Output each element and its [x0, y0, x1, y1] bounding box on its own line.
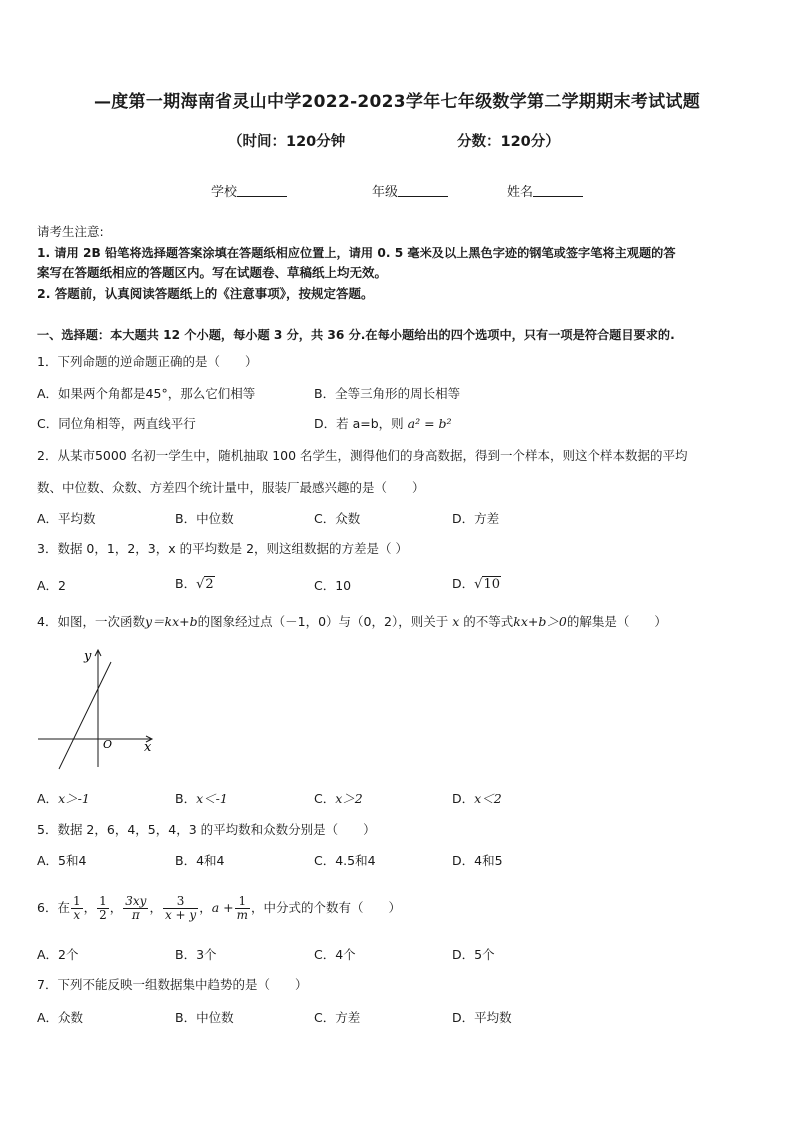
q4-function-graph	[36, 645, 166, 770]
sqrt-symbol: √10	[474, 577, 500, 592]
q5-option-a: A．5和4	[37, 853, 87, 868]
origin-label: O	[103, 738, 113, 751]
q3-option-d: D．√10	[452, 576, 500, 592]
q2-stem-a: 2．从某市5000 名初一学生中，随机抽取 100 名学生，测得他们的身高数据，得到一个样本，则这个样本数据的平均	[37, 448, 688, 463]
q6-option-a: A．2个	[37, 947, 79, 962]
notice-item-1a: 1. 请用 2B 铅笔将选择题答案涂填在答题纸相应位置上，请用 0. 5 毫米及以上黑色字迹的钢笔或签字笔将主观题的答	[37, 246, 676, 260]
q6-option-d: D．5个	[452, 947, 495, 962]
q2-option-a: A．平均数	[37, 511, 96, 526]
grade-field: 年级	[372, 181, 448, 200]
notice-item-2: 2. 答题前，认真阅读答题纸上的《注意事项》，按规定答题。	[37, 286, 374, 301]
function-line	[59, 662, 111, 769]
notice-heading: 请考生注意:	[37, 224, 104, 239]
fraction-3: $\frac{3xy}{\pi}$	[125, 894, 147, 922]
q2-option-b: B．中位数	[175, 511, 234, 526]
fraction-4: $\frac{3}{x + y}$	[164, 894, 197, 922]
exam-score: 分数：120分）	[457, 134, 560, 150]
q7-option-a: A．众数	[37, 1010, 84, 1025]
q4-stem: 4．如图，一次函数y＝kx+b的图象经过点（－1，0）与（0，2），则关于 x 的不等式kx+b＞0的解集是（ ）	[37, 614, 667, 629]
school-blank[interactable]	[237, 184, 287, 197]
q5-option-d: D．4和5	[452, 853, 503, 868]
q6-option-c: C．4个	[314, 947, 356, 962]
x-axis-label: x	[144, 740, 152, 755]
q7-option-d: D．平均数	[452, 1010, 512, 1025]
q6-stem: 6．在 $\frac{1}{x}$ ， $\frac{1}{2}$ ， $\frac{3xy}{\pi}$ ， $\frac{3}{x + y}$ ，a + $\frac{1}{m}$ ，中分式的个数有（ ）	[37, 894, 402, 922]
fraction-5: $\frac{1}{m}$	[236, 894, 249, 922]
q3-option-a: A．2	[37, 578, 67, 593]
q1-option-a: A．如果两个角都是45°，那么它们相等	[37, 386, 256, 401]
q2-option-c: C．众数	[314, 511, 361, 526]
q1-option-d: D．若 a=b，则 a² = b²	[314, 416, 452, 431]
q7-option-c: C．方差	[314, 1010, 361, 1025]
notice-item-1b: 案写在答题纸相应的答题区内。写在试题卷、草稿纸上均无效。	[37, 265, 388, 280]
q2-option-d: D．方差	[452, 511, 500, 526]
q2-stem-b: 数、中位数、众数、方差四个统计量中，服装厂最感兴趣的是（ ）	[37, 480, 425, 495]
fraction-1: $\frac{1}{x}$	[72, 894, 81, 922]
exam-time: （时间：120分钟	[228, 134, 346, 150]
q6-option-b: B．3个	[175, 947, 217, 962]
name-blank[interactable]	[533, 184, 583, 197]
q5-option-c: C．4.5和4	[314, 853, 376, 868]
q5-option-b: B．4和4	[175, 853, 225, 868]
q4-option-a: A．x＞-1	[37, 791, 90, 806]
fraction-2: $\frac{1}{2}$	[99, 894, 107, 922]
q4-option-c: C．x＞2	[314, 791, 363, 806]
q7-stem: 7．下列不能反映一组数据集中趋势的是（ ）	[37, 977, 308, 992]
q3-option-c: C．10	[314, 578, 352, 593]
q3-stem: 3．数据 0，1，2，3，x 的平均数是 2，则这组数据的方差是（ ）	[37, 541, 409, 556]
q5-stem: 5．数据 2，6，4，5，4，3 的平均数和众数分别是（ ）	[37, 822, 376, 837]
q1-stem: 1．下列命题的逆命题正确的是（ ）	[37, 354, 258, 369]
q4-option-d: D．x＜2	[452, 791, 502, 806]
q3-option-b: B．√2	[175, 576, 214, 592]
grade-blank[interactable]	[398, 184, 448, 197]
exam-title: —度第一期海南省灵山中学2022-2023学年七年级数学第二学期期末考试试题	[93, 92, 701, 112]
y-axis-label: y	[84, 649, 92, 664]
sqrt-symbol: √2	[196, 577, 214, 592]
q4-option-b: B．x＜-1	[175, 791, 228, 806]
school-field: 学校	[211, 181, 287, 200]
q1-option-b: B．全等三角形的周长相等	[314, 386, 461, 401]
section-1-heading: 一、选择题：本大题共 12 个小题，每小题 3 分，共 36 分.在每小题给出的四个选项中，只有一项是符合题目要求的.	[37, 328, 675, 342]
q1-option-c: C．同位角相等，两直线平行	[37, 416, 196, 431]
name-field: 姓名	[507, 181, 583, 200]
q7-option-b: B．中位数	[175, 1010, 234, 1025]
